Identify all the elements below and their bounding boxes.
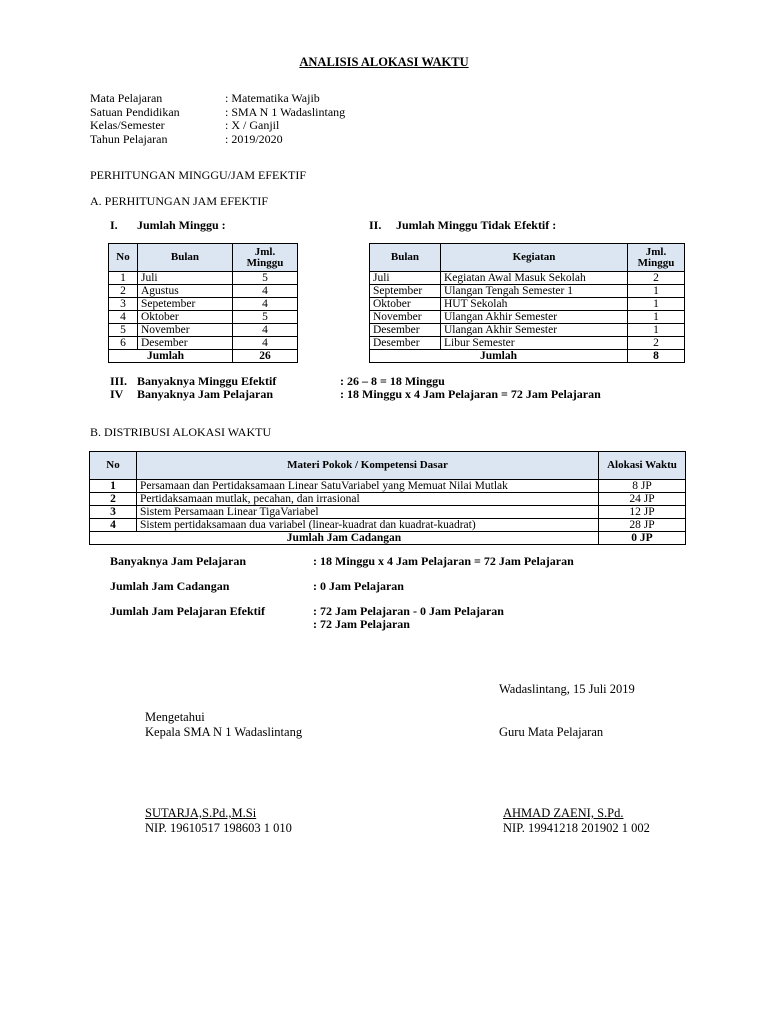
effective-value: : 26 – 8 = 18 Minggu [340,374,445,388]
cell-bulan: Oktober [138,311,233,324]
cell-minggu: 1 [628,324,685,337]
table-row [370,298,685,311]
subheading-tidak-efektif [369,218,556,233]
cell-bulan: Agustus [138,285,233,298]
table-row [370,272,685,285]
table-row [109,272,298,285]
header-kegiatan: Kegiatan [441,244,628,272]
total-label: Jumlah Jam Cadangan [90,532,599,545]
total-value: 26 [233,350,298,363]
table-header-row [109,244,298,272]
cell-bulan: September [370,285,441,298]
signature-right-block [499,725,603,740]
dist-row-efektif-result [110,618,574,631]
signature-left-line2: Kepala SMA N 1 Wadaslintang [145,725,303,739]
cell-no: 5 [109,324,138,337]
cell-no: 3 [90,506,137,519]
cell-materi: Sistem pertidaksamaan dua variabel (linear-kuadrat dan kuadrat-kuadrat) [137,519,599,532]
dist-row-cadangan [110,580,574,593]
dist-row-banyaknya [110,555,574,568]
table-total-row [370,350,685,363]
header-jml-minggu: Jml. Minggu [628,244,685,272]
signature-right-role: Guru Mata Pelajaran [499,725,604,739]
info-label: Mata Pelajaran [90,91,163,105]
cell-minggu: 4 [233,285,298,298]
info-label: Kelas/Semester [90,118,165,132]
table-row [90,480,686,493]
total-value: 8 [628,350,685,363]
header-no: No [109,244,138,272]
table-row [109,324,298,337]
signature-left-name: SUTARJA,S.Pd.,M.Si [145,806,257,820]
section-heading-effective: PERHITUNGAN MINGGU/JAM EFEKTIF [90,168,306,182]
table-total-row [90,532,686,545]
info-label: Tahun Pelajaran [90,131,168,146]
info-block [90,92,345,146]
cell-minggu: 1 [628,298,685,311]
distribution-summary [110,555,574,631]
cell-kegiatan: Ulangan Akhir Semester [441,324,628,337]
cell-minggu: 1 [628,285,685,298]
dist-value: : 18 Minggu x 4 Jam Pelajaran = 72 Jam Pelajaran [313,554,574,568]
dist-value: : 0 Jam Pelajaran [313,579,404,593]
cell-minggu: 4 [233,337,298,350]
table-total-row [109,350,298,363]
signature-left-nip: NIP. 19610517 198603 1 010 [145,821,292,835]
cell-bulan: Oktober [370,298,441,311]
effective-summary [110,375,601,400]
cell-kegiatan: Ulangan Tengah Semester 1 [441,285,628,298]
signature-right-name-block [503,806,650,836]
cell-materi: Pertidaksamaan mutlak, pecahan, dan irrasional [137,493,599,506]
subheading-number: II. [369,218,382,232]
cell-no: 6 [109,337,138,350]
cell-alokasi: 8 JP [599,480,686,493]
header-bulan: Bulan [370,244,441,272]
table-row [90,519,686,532]
signature-right-nip: NIP. 19941218 201902 1 002 [503,821,650,835]
effective-number: III. [110,374,128,388]
table-row [370,337,685,350]
dist-value: : 72 Jam Pelajaran [313,617,410,631]
cell-alokasi: 28 JP [599,519,686,532]
cell-no: 4 [90,519,137,532]
section-heading-a: A. PERHITUNGAN JAM EFEKTIF [90,194,269,208]
info-row-subject [90,92,345,106]
signature-left-line1: Mengetahui [145,710,205,724]
table-jumlah-minggu [108,243,298,363]
table-row [90,493,686,506]
info-row-year [90,133,345,147]
cell-bulan: Juli [370,272,441,285]
cell-no: 3 [109,298,138,311]
cell-bulan: Desember [370,337,441,350]
effective-number: IV [110,386,124,401]
effective-row-jam [110,388,601,401]
cell-bulan: Sepetember [138,298,233,311]
header-bulan: Bulan [138,244,233,272]
header-jml-minggu: Jml. Minggu [233,244,298,272]
table-header-row [90,452,686,480]
cell-minggu: 2 [628,337,685,350]
subheading-jumlah-minggu [110,218,226,233]
document-title: ANALISIS ALOKASI WAKTU [299,55,469,69]
cell-materi: Sistem Persamaan Linear TigaVariabel [137,506,599,519]
signature-place-date: Wadaslintang, 15 Juli 2019 [499,682,635,696]
cell-bulan: November [370,311,441,324]
cell-materi: Persamaan dan Pertidaksamaan Linear SatuVariabel yang Memuat Nilai Mutlak [137,480,599,493]
subheading-label: Jumlah Minggu Tidak Efektif : [396,218,557,232]
info-value: : SMA N 1 Wadaslintang [225,104,346,119]
dist-label: Jumlah Jam Cadangan [110,579,230,593]
signature-left-name-block [145,806,292,836]
dist-value: : 72 Jam Pelajaran - 0 Jam Pelajaran [313,604,504,618]
cell-minggu: 5 [233,311,298,324]
table-row [109,298,298,311]
table-row [109,337,298,350]
cell-bulan: Desember [138,337,233,350]
table-row [370,285,685,298]
info-value: : 2019/2020 [225,131,283,146]
header-no: No [90,452,137,480]
cell-no: 2 [109,285,138,298]
header-alokasi: Alokasi Waktu [599,452,686,480]
cell-no: 1 [90,480,137,493]
cell-minggu: 2 [628,272,685,285]
cell-no: 2 [90,493,137,506]
dist-label: Jumlah Jam Pelajaran Efektif [110,604,265,618]
cell-no: 1 [109,272,138,285]
info-row-class [90,119,345,133]
table-distribusi [89,451,686,545]
total-value: 0 JP [599,532,686,545]
cell-minggu: 1 [628,311,685,324]
cell-kegiatan: Kegiatan Awal Masuk Sekolah [441,272,628,285]
table-row [109,311,298,324]
cell-minggu: 4 [233,324,298,337]
info-label: Satuan Pendidikan [90,104,180,119]
cell-bulan: November [138,324,233,337]
cell-no: 4 [109,311,138,324]
cell-alokasi: 24 JP [599,493,686,506]
signature-left-block [145,710,302,740]
subheading-label: Jumlah Minggu : [137,218,226,232]
effective-label: Banyaknya Minggu Efektif [137,374,277,388]
info-row-school [90,106,345,120]
total-label: Jumlah [109,350,233,363]
table-row [90,506,686,519]
cell-kegiatan: HUT Sekolah [441,298,628,311]
cell-bulan: Juli [138,272,233,285]
table-row [370,311,685,324]
dist-label: Banyaknya Jam Pelajaran [110,554,247,568]
signature-right-name: AHMAD ZAENI, S.Pd. [503,806,624,820]
table-row [370,324,685,337]
cell-alokasi: 12 JP [599,506,686,519]
cell-kegiatan: Ulangan Akhir Semester [441,311,628,324]
total-label: Jumlah [370,350,628,363]
table-minggu-tidak-efektif [369,243,685,363]
table-row [109,285,298,298]
effective-label: Banyaknya Jam Pelajaran [137,386,274,401]
cell-minggu: 4 [233,298,298,311]
section-heading-b: B. DISTRIBUSI ALOKASI WAKTU [90,425,272,439]
effective-value: : 18 Minggu x 4 Jam Pelajaran = 72 Jam Pelajaran [340,386,601,401]
cell-kegiatan: Libur Semester [441,337,628,350]
cell-bulan: Desember [370,324,441,337]
info-value: : Matematika Wajib [225,91,320,105]
header-materi: Materi Pokok / Kompetensi Dasar [137,452,599,480]
info-value: : X / Ganjil [225,118,280,132]
cell-minggu: 5 [233,272,298,285]
subheading-number: I. [110,218,118,232]
table-header-row [370,244,685,272]
